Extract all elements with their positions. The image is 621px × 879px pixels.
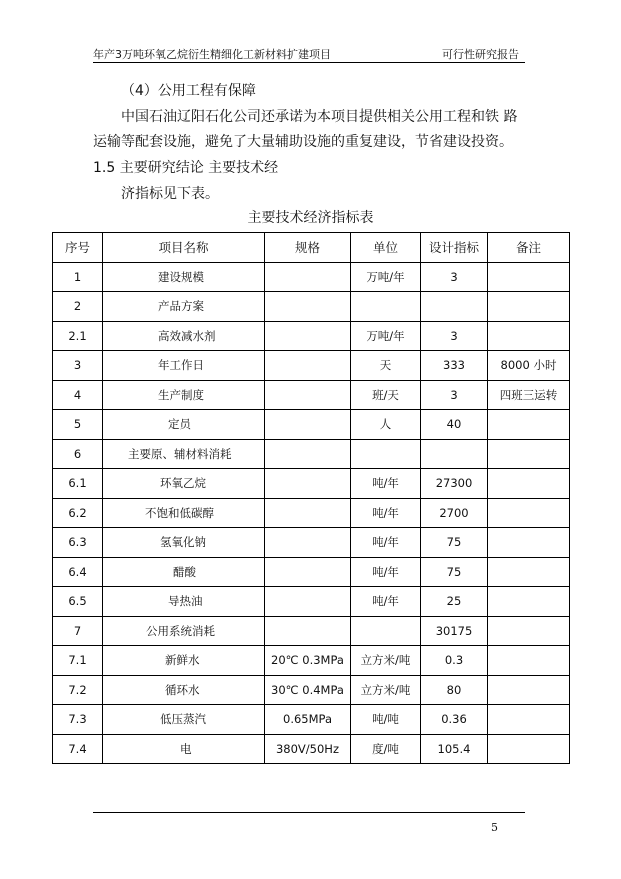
table-row [53,675,570,705]
header-note: 备注 [488,233,570,263]
cell-note: 四班三运转 [488,380,570,410]
cell-note [488,557,570,587]
cell-note [488,528,570,558]
table-row [53,705,570,735]
item-name-text: 环氧乙烷 [160,476,206,491]
cell-spec: 0.65MPa [265,705,351,735]
cell-item-name [103,646,265,676]
cell-design-value [421,439,488,469]
cell-design-value: 0.3 [421,646,488,676]
cell-unit [351,616,421,646]
item-name-text: 产品方案 [158,299,204,314]
item-name-text: 高效减水剂 [158,328,216,343]
item-name-text: 定员 [168,417,191,432]
cell-unit: 万吨/年 [351,321,421,351]
cell-spec: 30℃ 0.4MPa [265,675,351,705]
cell-note [488,262,570,292]
cell-unit: 度/吨 [351,734,421,764]
cell-item-name [103,380,265,410]
header-unit: 单位 [351,233,421,263]
cell-spec [265,380,351,410]
cell-spec [265,469,351,499]
table-row [53,292,570,322]
item-name-text: 建设规模 [158,269,204,284]
cell-note [488,498,570,528]
cell-spec [265,439,351,469]
cell-no: 6.5 [53,587,103,617]
cell-no: 2.1 [53,321,103,351]
table-row [53,616,570,646]
table-row [53,321,570,351]
header-item-name: 项目名称 [103,233,265,263]
cell-item-name [103,292,265,322]
cell-item-name [103,410,265,440]
item-name-text: 年工作日 [158,358,204,373]
cell-spec [265,616,351,646]
cell-unit: 立方米/吨 [351,646,421,676]
item-name-text: 不饱和低碳醇 [145,505,214,520]
table-row [53,351,570,381]
header-project-title: 年产3万吨环氧乙烷衍生精细化工新材料扩建项目 [93,48,331,61]
cell-no: 7.4 [53,734,103,764]
item-name-text: 氢氧化钠 [160,535,206,550]
cell-no: 1 [53,262,103,292]
cell-no: 3 [53,351,103,381]
cell-spec [265,557,351,587]
table-row [53,557,570,587]
paragraph-line-2: 运输等配套设施，避免了大量辅助设施的重复建设，节省建设投资。 [93,134,513,150]
cell-spec [265,351,351,381]
header-spec: 规格 [265,233,351,263]
cell-design-value: 30175 [421,616,488,646]
cell-design-value: 333 [421,351,488,381]
cell-item-name [103,557,265,587]
cell-unit: 吨/吨 [351,705,421,735]
cell-design-value: 27300 [421,469,488,499]
cell-design-value: 0.36 [421,705,488,735]
cell-spec [265,498,351,528]
cell-unit: 班/天 [351,380,421,410]
table-row [53,439,570,469]
cell-item-name [103,262,265,292]
cell-note [488,292,570,322]
table-row [53,646,570,676]
cell-no: 7 [53,616,103,646]
cell-unit [351,292,421,322]
cell-unit: 万吨/年 [351,262,421,292]
page-header [93,44,525,63]
item-name-text: 电 [180,741,192,756]
cell-unit: 吨/年 [351,557,421,587]
item-name-text: 循环水 [165,682,200,697]
cell-design-value: 3 [421,321,488,351]
cell-no: 5 [53,410,103,440]
item-name-text: 公用系统消耗 [146,623,215,638]
cell-item-name [103,439,265,469]
cell-no: 6.2 [53,498,103,528]
cell-note [488,439,570,469]
cell-note [488,734,570,764]
cell-item-name [103,616,265,646]
cell-design-value: 3 [421,380,488,410]
cell-no: 6.4 [53,557,103,587]
table-row [53,410,570,440]
cell-no: 7.2 [53,675,103,705]
cell-no: 4 [53,380,103,410]
page-number: 5 [491,821,498,834]
indicator-table [52,232,570,764]
item-name-text: 生产制度 [158,387,204,402]
table-row [53,262,570,292]
cell-spec [265,292,351,322]
section-heading-continuation: 济指标见下表。 [121,186,219,202]
cell-no: 7.3 [53,705,103,735]
paragraph-line-1: 中国石油辽阳石化公司还承诺为本项目提供相关公用工程和铁 路 [121,109,518,125]
footer-rule [93,812,525,813]
item-name-text: 低压蒸汽 [160,712,206,727]
cell-no: 6.3 [53,528,103,558]
header-no: 序号 [53,233,103,263]
cell-design-value [421,292,488,322]
item-heading: （4）公用工程有保障 [121,83,256,99]
table-row [53,469,570,499]
cell-item-name [103,705,265,735]
item-name-text: 醋酸 [173,564,196,579]
cell-design-value: 3 [421,262,488,292]
cell-item-name [103,321,265,351]
cell-unit: 天 [351,351,421,381]
cell-design-value: 80 [421,675,488,705]
cell-no: 2 [53,292,103,322]
cell-note: 8000 小时 [488,351,570,381]
cell-item-name [103,469,265,499]
cell-unit [351,439,421,469]
table-row [53,528,570,558]
cell-unit: 吨/年 [351,469,421,499]
item-name-text: 主要原、辅材料消耗 [128,446,232,461]
cell-design-value: 40 [421,410,488,440]
cell-design-value: 105.4 [421,734,488,764]
section-heading: 1.5 主要研究结论 主要技术经 [93,160,279,176]
cell-item-name [103,587,265,617]
cell-design-value: 75 [421,528,488,558]
cell-no: 7.1 [53,646,103,676]
cell-item-name [103,675,265,705]
cell-note [488,705,570,735]
table-row [53,380,570,410]
table-row [53,734,570,764]
cell-spec [265,587,351,617]
cell-design-value: 25 [421,587,488,617]
cell-item-name [103,498,265,528]
cell-item-name [103,351,265,381]
cell-design-value: 75 [421,557,488,587]
table-caption: 主要技术经济指标表 [247,210,374,226]
cell-note [488,616,570,646]
table-row [53,587,570,617]
header-design-value: 设计指标 [421,233,488,263]
cell-unit: 立方米/吨 [351,675,421,705]
item-name-text: 导热油 [168,594,203,609]
cell-spec [265,528,351,558]
cell-note [488,646,570,676]
cell-spec [265,410,351,440]
cell-spec: 20℃ 0.3MPa [265,646,351,676]
cell-note [488,675,570,705]
cell-design-value: 2700 [421,498,488,528]
cell-unit: 人 [351,410,421,440]
header-report-title: 可行性研究报告 [442,48,519,61]
cell-unit: 吨/年 [351,528,421,558]
cell-note [488,410,570,440]
cell-spec [265,321,351,351]
cell-note [488,321,570,351]
cell-note [488,469,570,499]
cell-unit: 吨/年 [351,498,421,528]
cell-item-name [103,734,265,764]
cell-unit: 吨/年 [351,587,421,617]
item-name-text: 新鲜水 [165,653,200,668]
cell-no: 6 [53,439,103,469]
cell-item-name [103,528,265,558]
cell-no: 6.1 [53,469,103,499]
cell-spec [265,262,351,292]
cell-note [488,587,570,617]
cell-spec: 380V/50Hz [265,734,351,764]
table-header-row [53,233,570,263]
table-row [53,498,570,528]
